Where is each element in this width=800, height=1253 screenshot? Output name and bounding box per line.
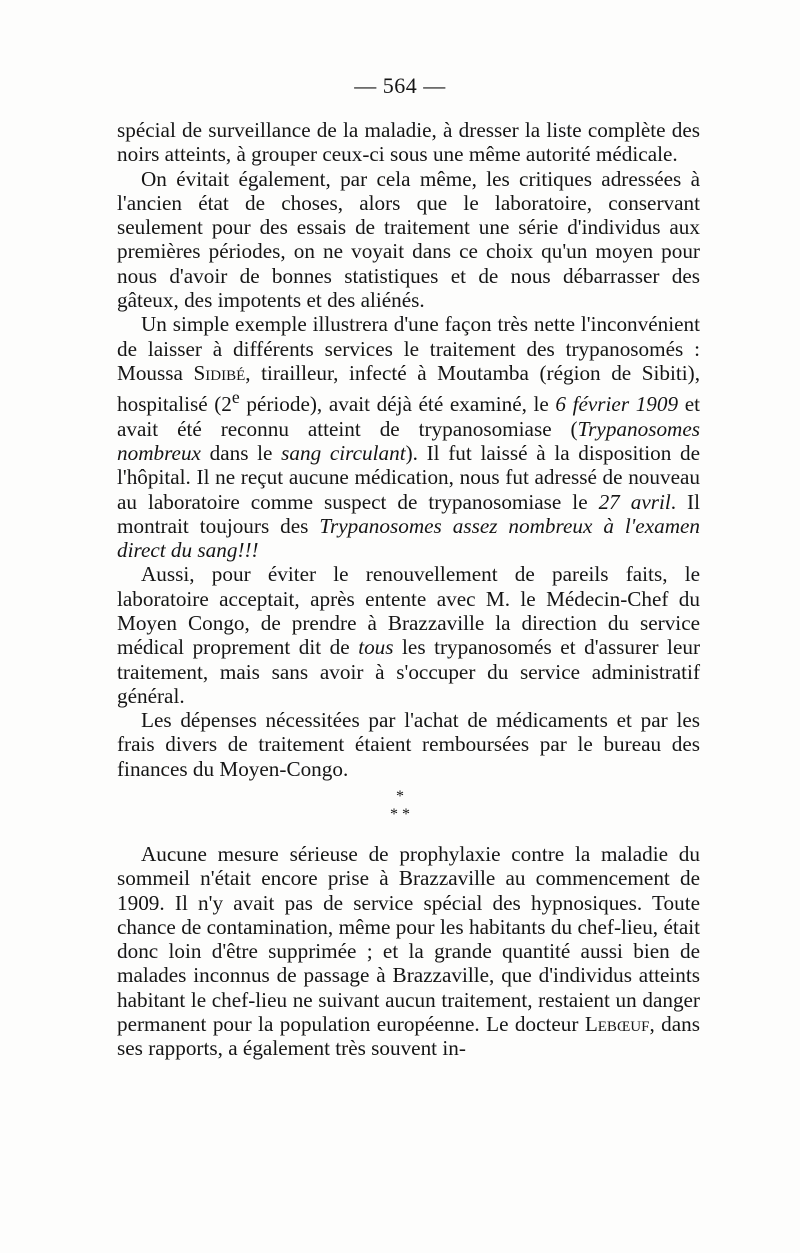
paragraph-prophylaxis-text: Aucune mesure sérieuse de prophylaxie contre la maladie du sommeil n'était encore prise à Brazzaville au commencement de 1909. Il n'y avait pas de service spécial des hypnosiques. Toute chance de contamination, même pour les habitants du chef-lieu, était donc loin d'être supprimée ; et la grande quantité aussi bien de malades inconnus de passage à Brazzaville, que d'individus atteints habitant le chef-lieu ne suivant aucun traitement, restaient un danger permanent pour la population européenne. Le docteur	[117, 842, 700, 1037]
page-number: — 564 —	[354, 73, 446, 98]
paragraph-example-text-d: et avait été reconnu atteint de trypanosomiase (	[117, 392, 700, 441]
paragraph-agreement	[117, 562, 700, 708]
top-text-block	[117, 118, 700, 781]
patient-name: Sidibé	[193, 360, 246, 385]
italic-trypanosomes-assez-nombreux: Trypanosomes assez nombreux à l'examen direct du sang!!!	[117, 513, 700, 563]
asterism-divider	[0, 788, 800, 828]
paragraph-example-text-b: , tirailleur, infecté à Moutamba (région de Sibiti), hospitalisé (2	[117, 360, 701, 417]
italic-trypanosomes-nombreux: Trypanosomes nombreux	[117, 416, 700, 465]
paragraph-agreement-end: les trypanosomés et d'assurer leur traitement, mais sans avoir à s'occuper du service administratif général.	[117, 635, 700, 708]
bottom-text-block	[117, 842, 700, 1061]
paragraph-example-text-f: ). Il fut laissé à la disposition de l'hôpital. Il ne reçut aucune médication, nous fut adressé de nouveau au laboratoire comme suspect de trypanosomiase le	[117, 440, 700, 514]
paragraph-expenses: Les dépenses nécessitées par l'achat de médicaments et par les frais divers de traitement étaient remboursées par le bureau des finances du Moyen-Congo.	[117, 708, 700, 781]
date-second-exam: 27 avril	[598, 489, 671, 514]
paragraph-agreement-text: Aussi, pour éviter le renouvellement de pareils faits, le laboratoire acceptait, après entente avec M. le Médecin-Chef du Moyen Congo, de prendre à Brazzaville la direction du service médical proprement dit de	[117, 562, 700, 660]
ordinal-superscript: e	[231, 387, 240, 408]
paragraph-critiques: On évitait également, par cela même, les critiques adressées à l'ancien état de choses, alors que le laboratoire, conservant seulement pour des essais de traitement une série d'individus aux premières périodes, on ne voyait dans ce choix qu'un moyen pour nous d'avoir de bonnes statistiques et de nous débarrasser des gâteux, des impotents et des aliénés.	[117, 166, 700, 313]
italic-sang-circulant: sang circulant	[281, 440, 406, 465]
asterism-top: *	[396, 788, 404, 805]
paragraph-example-text-e: dans le	[200, 440, 282, 465]
italic-tous: tous	[358, 635, 394, 660]
doctor-name: Lebœuf	[584, 1012, 650, 1037]
paragraph-continuation: spécial de surveillance de la maladie, à dresser la liste complète des noirs atteints, à grouper ceux-ci sous une même autorité médicale.	[117, 118, 700, 167]
paragraph-example-text-c: période), avait déjà été examiné, le	[239, 392, 556, 417]
paragraph-prophylaxis-end: , dans ses rapports, a également très souvent in-	[117, 1012, 700, 1061]
paragraph-example-text-a: Un simple exemple illustrera d'une façon très nette l'inconvénient de laisser à différents services le traitement des trypanosomés : Moussa	[117, 312, 700, 385]
paragraph-example-text-g: . Il montrait toujours des	[117, 489, 700, 538]
paragraph-prophylaxis	[117, 842, 700, 1061]
asterism-bottom: * *	[390, 806, 410, 823]
paragraph-example	[117, 312, 700, 562]
date-first-exam: 6 février 1909	[555, 392, 679, 417]
